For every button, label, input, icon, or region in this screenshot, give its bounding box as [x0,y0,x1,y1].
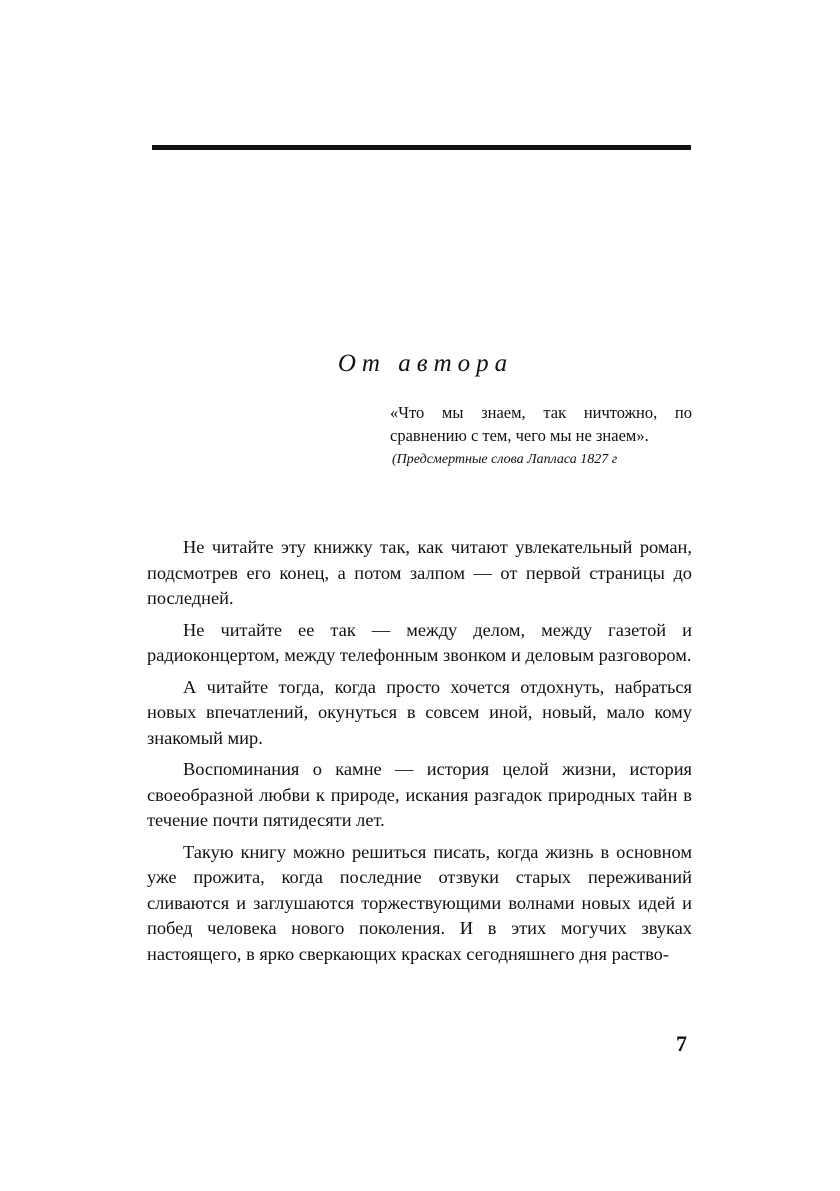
page-number: 7 [676,1031,687,1056]
paragraph: А читайте тогда, когда просто хочется отдохнуть, набраться новых впечатлений, окунуться в совсем иной, новый, мало кому знакомый мир. [147,676,692,748]
top-rule [152,145,691,150]
body-text [147,535,692,973]
page-heading: От автора [337,350,514,377]
paragraph: Воспоминания о камне — история целой жизни, история своеобразной любви к природе, искания разгадок природных тайн в течение почти пятидесяти лет. [147,759,692,830]
epigraph [388,401,692,470]
epigraph-source: (Предсмертные слова Лапласа 1827 г [392,452,618,467]
paragraph: Не читайте эту книжку так, как читают увлекательный роман, подсмотрев его конец, а потом залпом — от первой страницы до последней. [147,537,692,608]
paragraph: Не читайте ее так — между делом, между газетой и радиоконцертом, между телефонным звонком и деловым разговором. [147,619,692,665]
epigraph-quote: «Что мы знаем, так ничтожно, по сравнению с тем, чего мы не знаем». [390,403,692,445]
paragraph: Такую книгу можно решиться писать, когда жизнь в основном уже прожита, когда последние отзвуки старых переживаний сливаются и заглушаются торжествующими волнами новых идей и побед человека нового поколения. И в этих могучих звуках настоящего, в ярко сверкающих красках сегодняшнего дня раство- [147,841,692,964]
